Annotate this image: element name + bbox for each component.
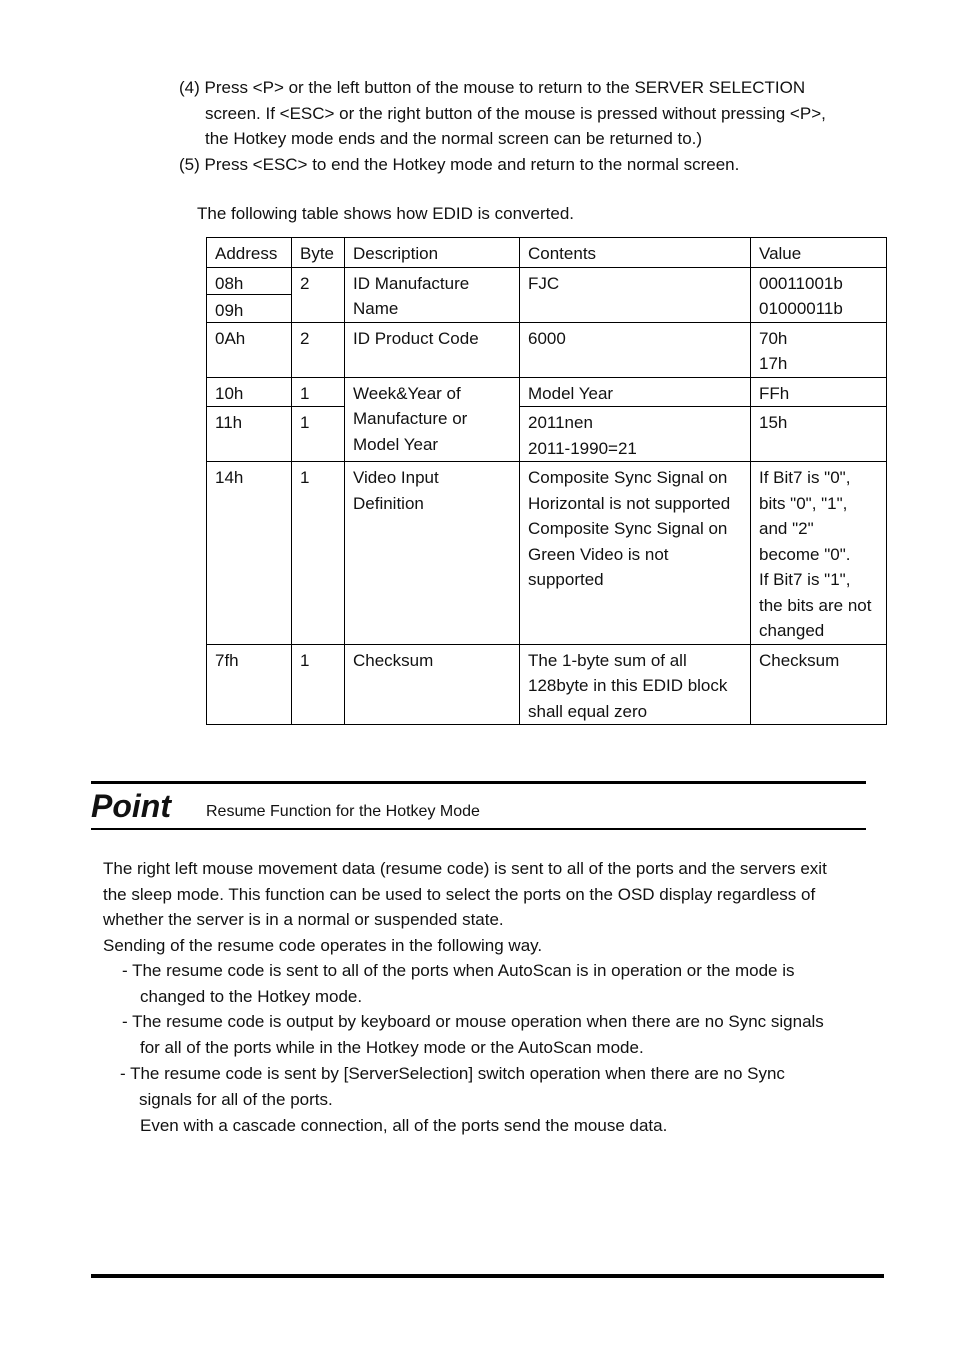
bullet-line: - The resume code is sent by [ServerSelection] switch operation when there are no Sync xyxy=(120,1064,785,1083)
paragraph-line: The right left mouse movement data (resume code) is sent to all of the ports and the servers exit xyxy=(103,859,827,878)
footer-rule xyxy=(91,1274,884,1278)
contents-line: Composite Sync Signal on xyxy=(528,519,728,538)
contents-line: shall equal zero xyxy=(528,701,648,721)
description-line: Name xyxy=(353,299,399,318)
address-cell: 11h xyxy=(207,407,292,462)
point-bottom-rule xyxy=(91,828,866,830)
contents-cell xyxy=(520,462,751,645)
header-value: Value xyxy=(751,238,887,268)
contents-cell xyxy=(520,644,751,725)
value-line: If Bit7 is "0", xyxy=(759,468,851,487)
description-cell: ID Product Code xyxy=(345,322,520,377)
byte-cell: 1 xyxy=(292,407,345,462)
address-cell: 10h xyxy=(207,377,292,407)
value-line: the bits are not xyxy=(759,595,872,615)
value-line: 00011001b xyxy=(759,273,843,293)
byte-cell: 1 xyxy=(292,377,345,407)
contents-line: supported xyxy=(528,570,604,589)
value-cell xyxy=(751,462,887,645)
bullet-line: changed to the Hotkey mode. xyxy=(140,987,363,1006)
bullet-line: signals for all of the ports. xyxy=(139,1090,333,1109)
value-cell: FFh xyxy=(751,377,887,407)
table-row xyxy=(207,462,887,645)
address-cell xyxy=(207,267,292,322)
table-row xyxy=(207,377,887,407)
value-line: If Bit7 is "1", xyxy=(759,570,851,589)
description-line: ID Manufacture xyxy=(353,273,470,293)
contents-cell xyxy=(520,407,751,462)
contents-line: The 1-byte sum of all xyxy=(528,650,687,670)
description-line: Manufacture or xyxy=(353,409,468,428)
bullet-line: for all of the ports while in the Hotkey mode or the AutoScan mode. xyxy=(140,1038,644,1057)
value-cell xyxy=(751,322,887,377)
address-cell: 14h xyxy=(207,462,292,645)
step-4-line-3: the Hotkey mode ends and the normal screen can be returned to.) xyxy=(205,129,703,148)
value-line: and "2" xyxy=(759,519,814,538)
table-header-row xyxy=(207,238,887,268)
header-byte: Byte xyxy=(292,238,345,268)
point-subtitle: Resume Function for the Hotkey Mode xyxy=(206,803,480,820)
description-line: Week&Year of xyxy=(353,383,461,403)
header-address: Address xyxy=(207,238,292,268)
point-title: Point xyxy=(91,788,171,824)
address-09h: 09h xyxy=(215,300,244,320)
byte-cell: 2 xyxy=(292,322,345,377)
address-cell: 0Ah xyxy=(207,322,292,377)
bullet-item-1 xyxy=(122,958,795,1010)
bullet-item-3 xyxy=(120,1061,785,1139)
point-top-rule xyxy=(91,781,866,784)
description-cell xyxy=(345,377,520,462)
table-intro: The following table shows how EDID is converted. xyxy=(197,204,575,223)
description-line: Video Input xyxy=(353,468,439,487)
table-row xyxy=(207,644,887,725)
step-4-line-2: screen. If <ESC> or the right button of the mouse is pressed without pressing <P>, xyxy=(205,103,826,123)
table-row xyxy=(207,322,887,377)
contents-cell: FJC xyxy=(520,267,751,322)
address-08h: 08h xyxy=(207,268,291,295)
description-line: Definition xyxy=(353,493,424,513)
value-cell: 15h xyxy=(751,407,887,462)
header-description: Description xyxy=(345,238,520,268)
step-4 xyxy=(179,75,826,152)
description-line: Model Year xyxy=(353,434,439,454)
bullet-line: - The resume code is sent to all of the ports when AutoScan is in operation or the mode is xyxy=(122,961,795,980)
table-row xyxy=(207,407,887,462)
step-4-line-1: (4) Press <P> or the left button of the mouse to return to the SERVER SELECTION xyxy=(179,78,806,97)
contents-line: Horizontal is not supported xyxy=(528,493,731,513)
value-line: become "0". xyxy=(759,544,851,564)
step-5 xyxy=(179,152,739,178)
address-cell: 7fh xyxy=(207,644,292,725)
bullet-item-2 xyxy=(122,1009,824,1061)
contents-line: Green Video is not xyxy=(528,544,669,564)
byte-cell: 1 xyxy=(292,462,345,645)
contents-line: 2011nen xyxy=(528,413,593,432)
byte-cell: 2 xyxy=(292,267,345,322)
value-line: 17h xyxy=(759,354,788,373)
description-cell xyxy=(345,267,520,322)
table-row xyxy=(207,267,887,322)
header-contents: Contents xyxy=(520,238,751,268)
value-cell xyxy=(751,267,887,322)
paragraph-line: Sending of the resume code operates in the following way. xyxy=(103,935,543,955)
paragraph-line: whether the server is in a normal or suspended state. xyxy=(103,910,504,929)
contents-line: 2011-1990=21 xyxy=(528,438,637,458)
value-line: 70h xyxy=(759,328,788,348)
contents-cell: Model Year xyxy=(520,377,751,407)
description-cell xyxy=(345,462,520,645)
step-5-line-1: (5) Press <ESC> to end the Hotkey mode and return to the normal screen. xyxy=(179,155,740,174)
resume-paragraph xyxy=(103,856,827,958)
bullet-line: - The resume code is output by keyboard or mouse operation when there are no Sync signals xyxy=(122,1012,824,1031)
byte-cell: 1 xyxy=(292,644,345,725)
value-cell: Checksum xyxy=(751,644,887,725)
value-line: bits "0", "1", xyxy=(759,493,848,513)
description-cell: Checksum xyxy=(345,644,520,725)
contents-line: 128byte in this EDID block xyxy=(528,676,728,695)
edid-table xyxy=(206,237,887,725)
contents-cell: 6000 xyxy=(520,322,751,377)
contents-line: Composite Sync Signal on xyxy=(528,468,728,487)
bullet-line: Even with a cascade connection, all of the ports send the mouse data. xyxy=(140,1116,668,1135)
value-line: 01000011b xyxy=(759,299,843,318)
value-line: changed xyxy=(759,621,825,640)
paragraph-line: the sleep mode. This function can be used to select the ports on the OSD display regardless of xyxy=(103,884,816,904)
